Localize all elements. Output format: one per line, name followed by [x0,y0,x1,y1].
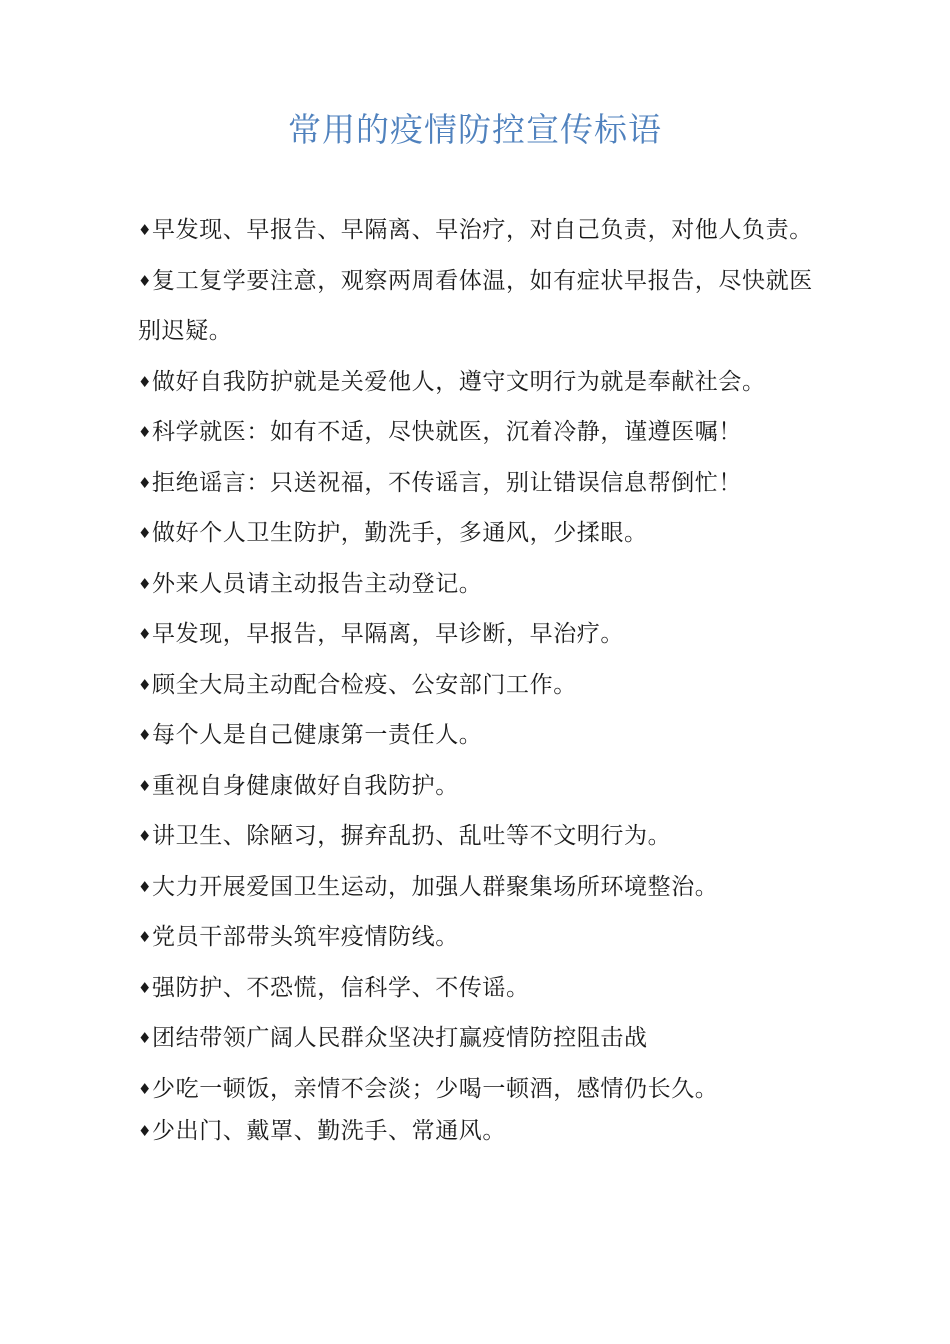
diamond-bullet-icon: ♦ [138,928,153,946]
slogan-text: 团结带领广阔人民群众坚决打赢疫情防控阻击战 [152,1025,648,1051]
diamond-bullet-icon: ♦ [138,625,153,643]
slogan-item [138,508,828,559]
slogan-list [138,205,828,1148]
slogan-item [138,256,828,357]
slogan-text: 顾全大局主动配合检疫、公安部门工作。 [152,671,577,698]
slogan-text: 少出门、戴罩、勤洗手、常通风。 [152,1118,506,1144]
slogan-text: 科学就医：如有不适，尽快就医，沉着冷静，谨遵医嘱！ [152,419,742,445]
slogan-item [138,1114,828,1148]
slogan-item [138,963,828,1014]
slogan-text: 做好个人卫生防护，勤洗手，多通风，少揉眼。 [152,520,648,546]
diamond-bullet-icon: ♦ [138,726,153,744]
diamond-bullet-icon: ♦ [138,473,153,492]
slogan-text: 党员干部带头筑牢疫情防线。 [152,924,459,950]
diamond-bullet-icon: ♦ [138,1029,153,1047]
slogan-text: 少吃一顿饭，亲情不会淡；少喝一顿酒，感情仍长久。 [152,1075,719,1102]
diamond-bullet-icon: ♦ [138,877,153,896]
diamond-bullet-icon: ♦ [138,1122,153,1140]
slogan-item [138,862,828,913]
diamond-bullet-icon: ♦ [138,574,153,593]
slogan-text: 强防护、不恐慌，信科学、不传谣。 [152,974,530,1001]
slogan-text: 讲卫生、除陋习，摒弃乱扔、乱吐等不文明行为。 [152,823,672,849]
diamond-bullet-icon: ♦ [138,978,153,997]
slogan-item [138,811,828,862]
slogan-item [138,357,828,408]
diamond-bullet-icon: ♦ [138,524,153,542]
slogan-text: 外来人员请主动报告主动登记。 [152,570,483,597]
diamond-bullet-icon: ♦ [138,423,153,441]
slogan-text: 大力开展爱国卫生运动，加强人群聚集场所环境整治。 [152,873,719,900]
diamond-bullet-icon: ♦ [138,827,153,845]
slogan-item [138,559,828,610]
slogan-item [138,458,828,509]
slogan-item [138,407,828,458]
slogan-text: 做好自我防护就是关爱他人，遵守文明行为就是奉献社会。 [152,368,766,395]
slogan-text: 每个人是自己健康第一责任人。 [152,722,483,748]
slogan-item [138,205,828,256]
slogan-item [138,609,828,660]
slogan-text: 拒绝谣言：只送祝福，不传谣言，别让错误信息帮倒忙！ [152,469,742,496]
slogan-item [138,1013,828,1064]
slogan-item [138,660,828,711]
slogan-text: 早发现、早报告、早隔离、早治疗，对自己负责，对他人负责。 [152,217,813,243]
slogan-item [138,912,828,963]
slogan-text: 早发现，早报告，早隔离，早诊断，早治疗。 [152,621,624,647]
diamond-bullet-icon: ♦ [138,372,153,391]
diamond-bullet-icon: ♦ [138,271,153,290]
slogan-item [138,1064,828,1115]
slogan-text: 复工复学要注意，观察两周看体温，如有症状早报告，尽快就医别迟疑。 [138,267,813,344]
slogan-item [138,761,828,812]
diamond-bullet-icon: ♦ [138,221,153,239]
slogan-item [138,710,828,761]
diamond-bullet-icon: ♦ [138,675,153,694]
document-title: 常用的疫情防控宣传标语 [288,110,662,149]
slogan-text: 重视自身健康做好自我防护。 [152,772,459,799]
diamond-bullet-icon: ♦ [138,1079,153,1098]
diamond-bullet-icon: ♦ [138,776,153,795]
